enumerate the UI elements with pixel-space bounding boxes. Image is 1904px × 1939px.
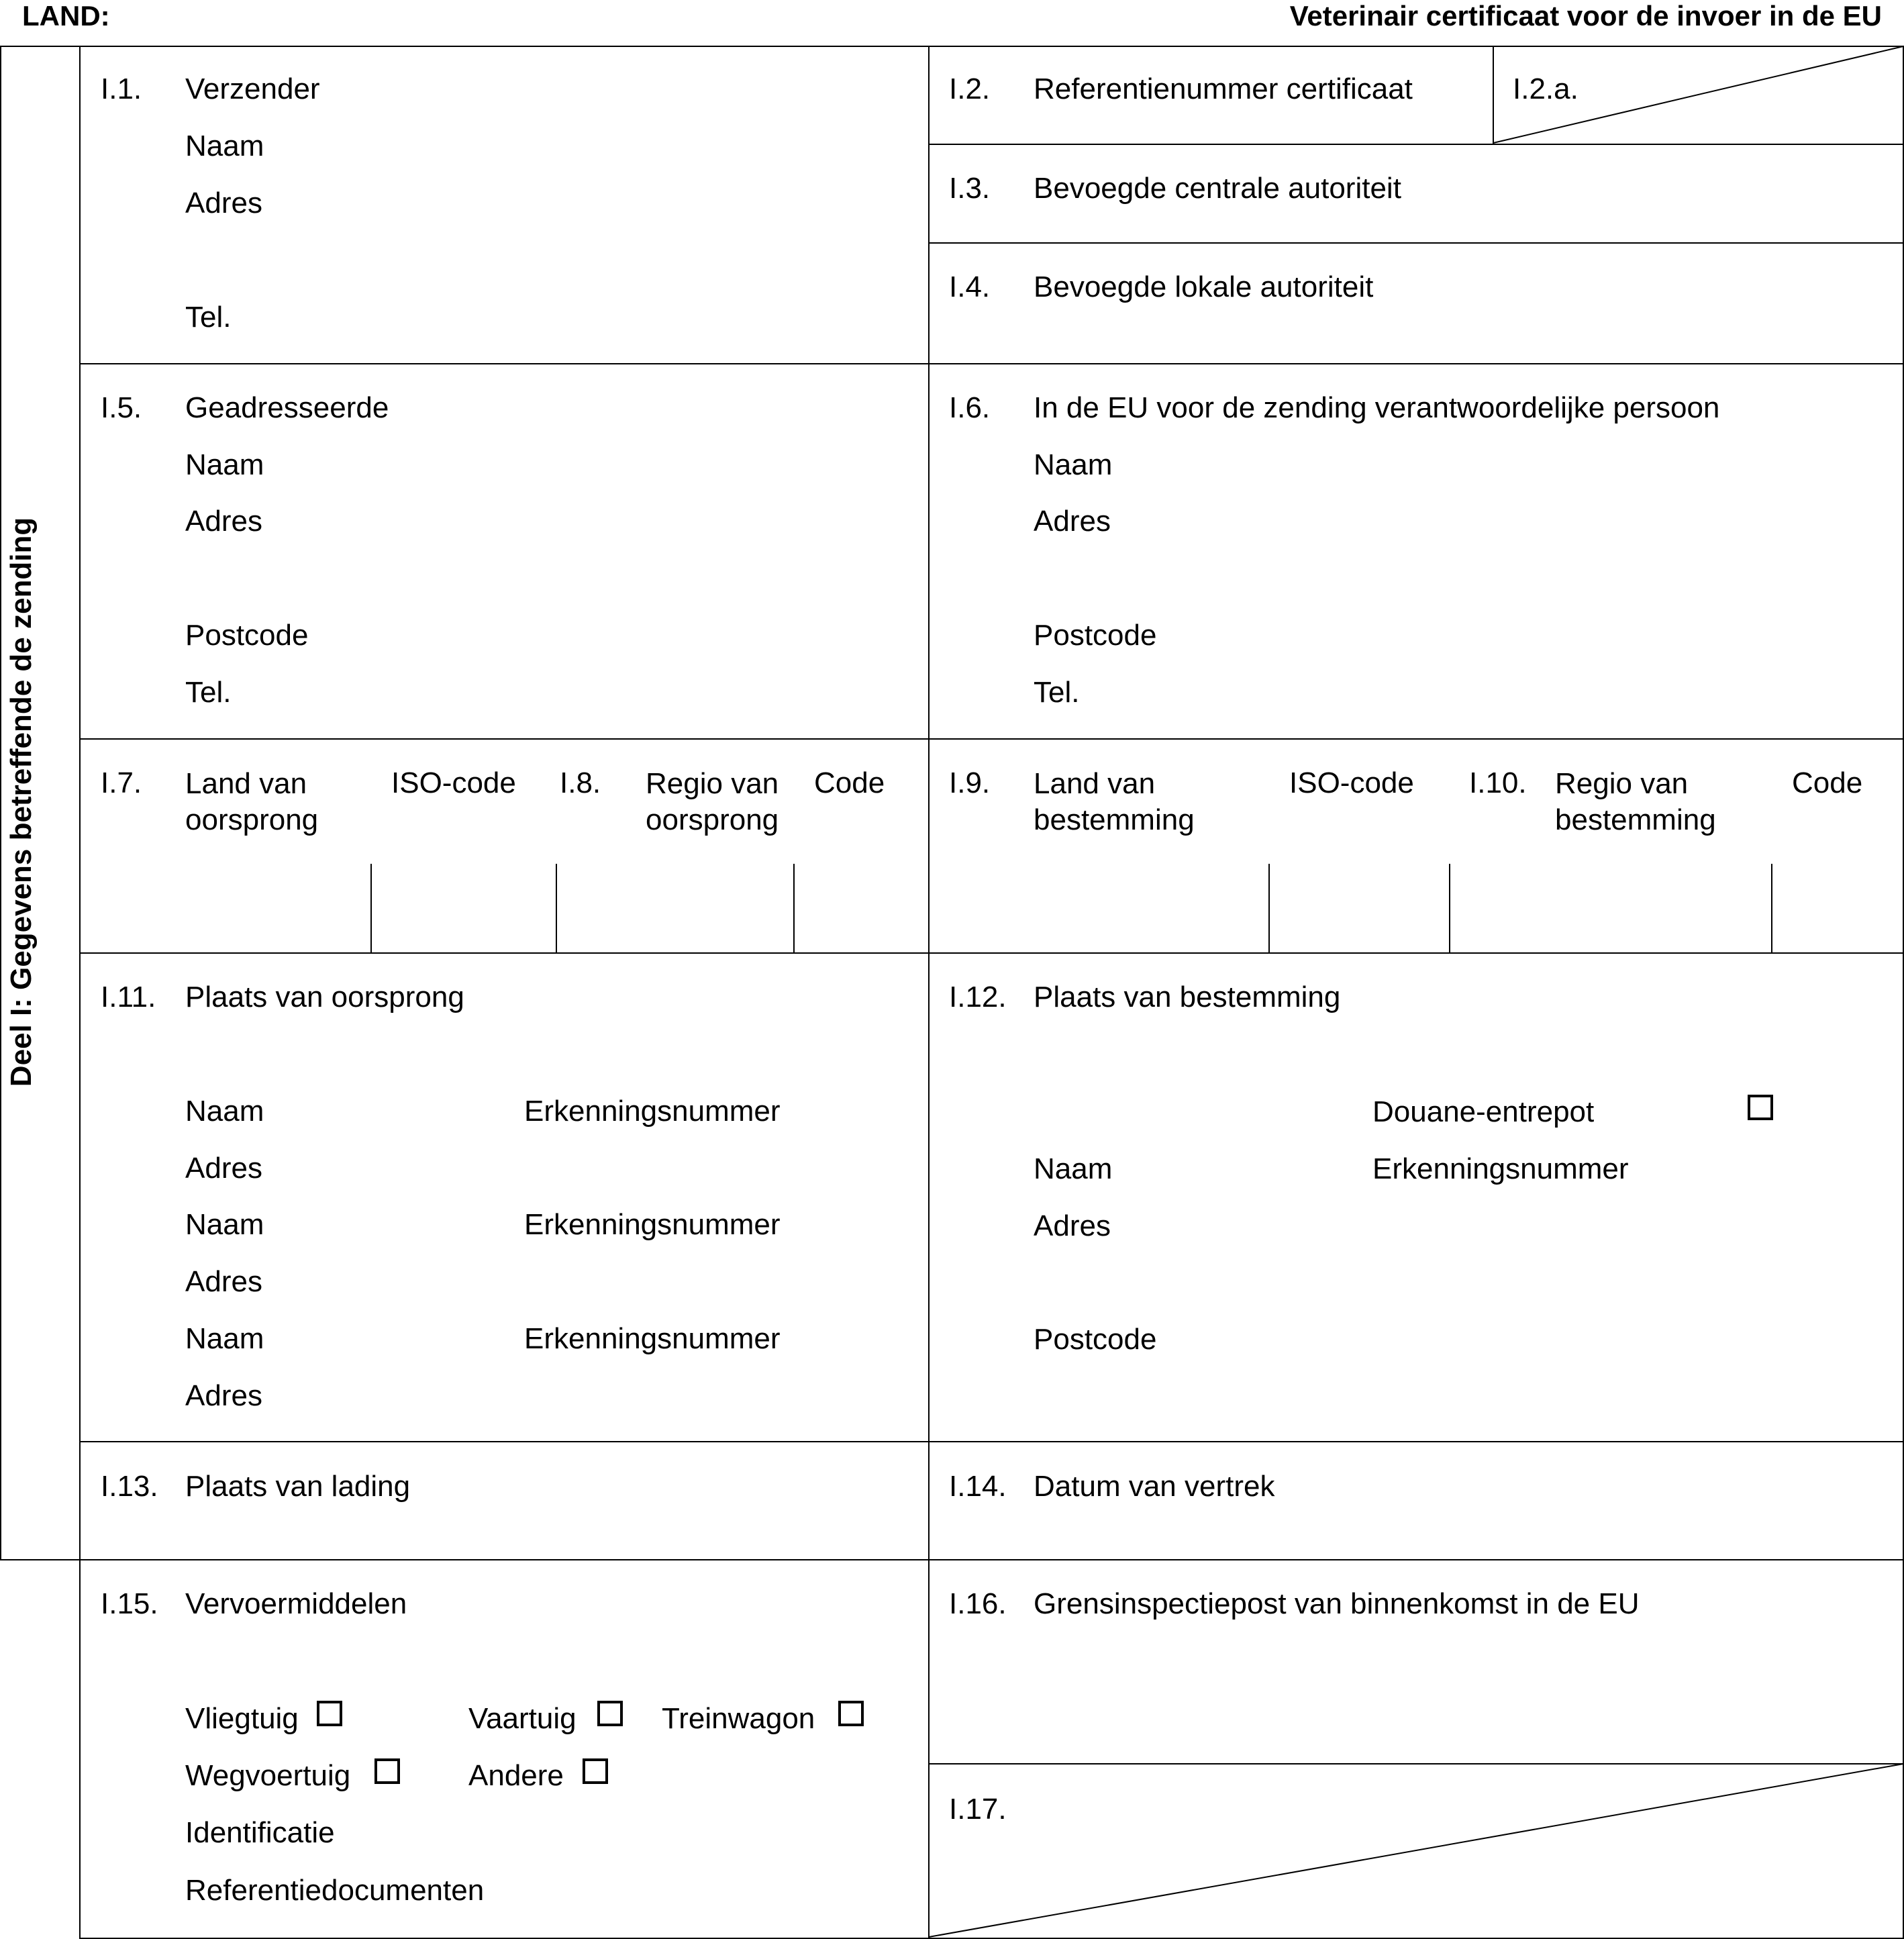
i9-title: Land van bestemming	[1034, 767, 1195, 836]
i6-address-label: Adres	[1034, 505, 1111, 538]
i8-number: I.8.	[560, 766, 601, 799]
i4-number: I.4.	[949, 270, 991, 303]
i17-number: I.17.	[949, 1793, 1007, 1826]
i12-name-label: Naam	[1034, 1152, 1113, 1185]
railway-wagon-checkbox[interactable]	[838, 1701, 864, 1726]
i5-postcode-label: Postcode	[185, 619, 309, 652]
i4-title: Bevoegde lokale autoriteit	[1034, 270, 1374, 303]
i12-number: I.12.	[949, 981, 1007, 1013]
i11-name-label-2: Naam	[185, 1208, 264, 1241]
i10-title: Regio van bestemming	[1555, 767, 1716, 836]
i3-number: I.3.	[949, 172, 991, 205]
i1-number: I.1.	[101, 72, 142, 105]
i1-address-label: Adres	[185, 187, 262, 219]
i5-tel-label: Tel.	[185, 676, 232, 709]
i10-number: I.10.	[1469, 766, 1527, 799]
other-transport-checkbox[interactable]	[583, 1758, 608, 1784]
i12-postcode-label: Postcode	[1034, 1323, 1157, 1356]
reference-documents-label: Referentiedocumenten	[185, 1874, 485, 1907]
other-transport-label: Andere	[468, 1759, 564, 1792]
i11-name-label-3: Naam	[185, 1322, 264, 1355]
i6-name-label: Naam	[1034, 448, 1113, 481]
aircraft-label: Vliegtuig	[185, 1702, 299, 1735]
i6-postcode-label: Postcode	[1034, 619, 1157, 652]
i1-name-label: Naam	[185, 130, 264, 162]
i15-title: Vervoermiddelen	[185, 1587, 407, 1620]
i11-approval-label-1: Erkenningsnummer	[524, 1095, 781, 1128]
i12-approval-label: Erkenningsnummer	[1372, 1152, 1629, 1185]
i11-approval-label-2: Erkenningsnummer	[524, 1208, 781, 1241]
aircraft-checkbox[interactable]	[317, 1701, 342, 1726]
i12-address-label: Adres	[1034, 1209, 1111, 1242]
vessel-checkbox[interactable]	[597, 1701, 623, 1726]
i7-title: Land van oorsprong	[185, 767, 319, 836]
i13-number: I.13.	[101, 1470, 158, 1503]
i3-title: Bevoegde centrale autoriteit	[1034, 172, 1401, 205]
i5-number: I.5.	[101, 391, 142, 424]
country-label: LAND:	[22, 0, 110, 32]
i7-iso-label: ISO-code	[391, 766, 516, 799]
i6-title: In de EU voor de zending verantwoordelijke persoon	[1034, 391, 1720, 424]
i1-title: Verzender	[185, 72, 320, 105]
i6-number: I.6.	[949, 391, 991, 424]
certificate-title: Veterinair certificaat voor de invoer in de EU	[1289, 0, 1882, 32]
i5-name-label: Naam	[185, 448, 264, 481]
i11-name-label-1: Naam	[185, 1095, 264, 1128]
i16-number: I.16.	[949, 1587, 1007, 1620]
road-vehicle-label: Wegvoertuig	[185, 1759, 351, 1792]
i1-tel-label: Tel.	[185, 301, 232, 334]
i14-title: Datum van vertrek	[1034, 1470, 1275, 1503]
i11-address-label-2: Adres	[185, 1265, 262, 1298]
i5-title: Geadresseerde	[185, 391, 389, 424]
railway-wagon-label: Treinwagon	[662, 1702, 815, 1735]
i2-title: Referentienummer certificaat	[1034, 72, 1413, 105]
side-label-text: Deel I: Gegevens betreffende de zending	[5, 517, 38, 1087]
i11-address-label-1: Adres	[185, 1152, 262, 1185]
i9-iso-label: ISO-code	[1289, 766, 1414, 799]
i11-title: Plaats van oorsprong	[185, 981, 464, 1013]
road-vehicle-checkbox[interactable]	[374, 1758, 400, 1784]
i11-address-label-3: Adres	[185, 1379, 262, 1412]
i15-number: I.15.	[101, 1587, 158, 1620]
i11-number: I.11.	[101, 981, 156, 1013]
i2a-number: I.2.a.	[1513, 72, 1579, 105]
i6-tel-label: Tel.	[1034, 676, 1080, 709]
i14-number: I.14.	[949, 1470, 1007, 1503]
i5-address-label: Adres	[185, 505, 262, 538]
i10-code-label: Code	[1792, 766, 1863, 799]
vessel-label: Vaartuig	[468, 1702, 577, 1735]
i16-title: Grensinspectiepost van binnenkomst in de EU	[1034, 1587, 1640, 1620]
diagonal-i17	[929, 1764, 1903, 1937]
customs-warehouse-checkbox[interactable]	[1748, 1095, 1773, 1120]
i12-customs-warehouse-label: Douane-entrepot	[1372, 1095, 1595, 1128]
i2-number: I.2.	[949, 72, 991, 105]
i8-title: Regio van oorsprong	[646, 767, 779, 836]
identification-label: Identificatie	[185, 1816, 335, 1849]
i12-title: Plaats van bestemming	[1034, 981, 1341, 1013]
i13-title: Plaats van lading	[185, 1470, 411, 1503]
i11-approval-label-3: Erkenningsnummer	[524, 1322, 781, 1355]
i9-number: I.9.	[949, 766, 991, 799]
i7-number: I.7.	[101, 766, 142, 799]
i8-code-label: Code	[814, 766, 885, 799]
